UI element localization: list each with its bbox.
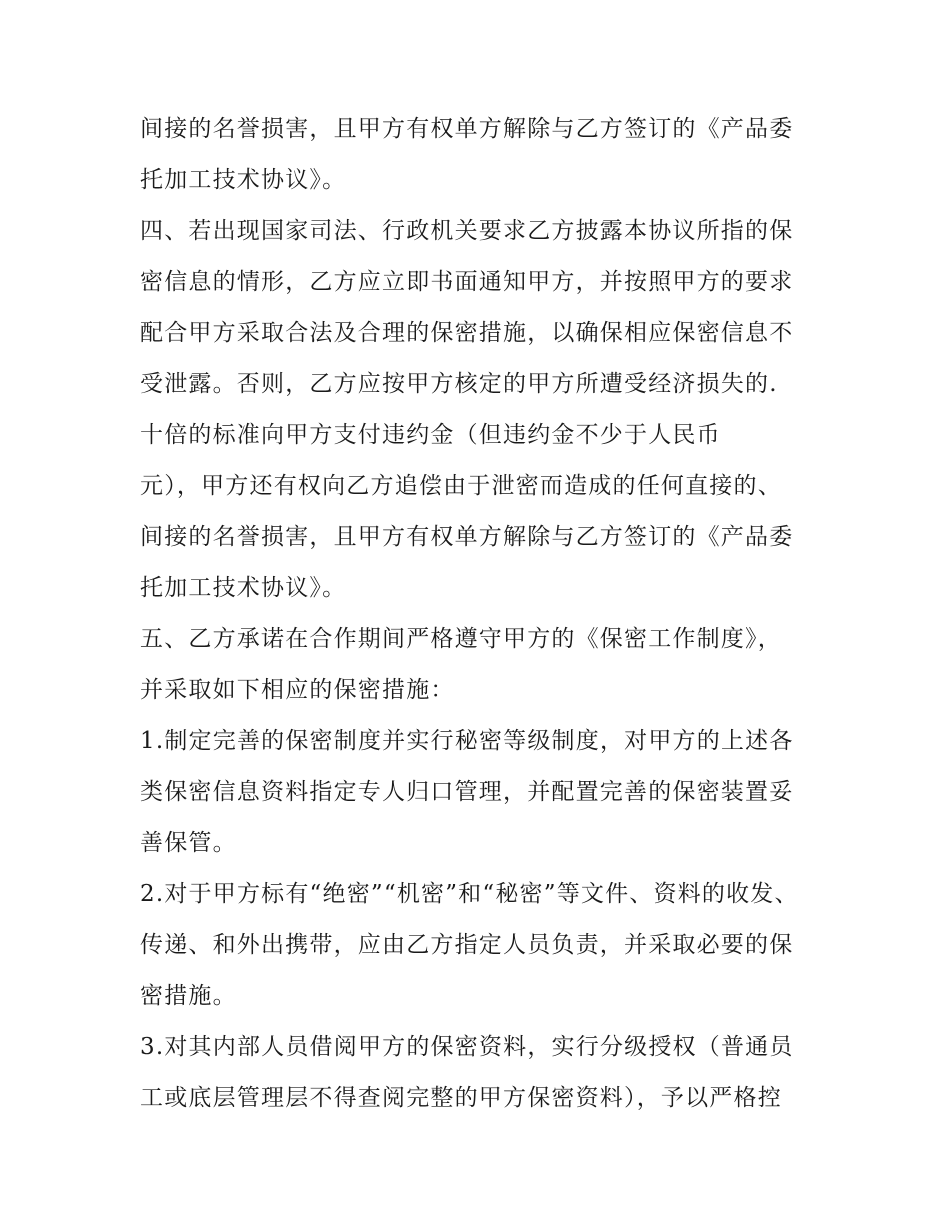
text-line: 十倍的标准向甲方支付违约金（但违约金不少于人民币: [140, 422, 721, 448]
text-line: 并采取如下相应的保密措施：: [140, 677, 455, 703]
text-line: 工或底层管理层不得查阅完整的甲方保密资料），予以严格控: [140, 1085, 782, 1111]
text-line: 3.对其内部人员借阅甲方的保密资料，实行分级授权（普通员: [140, 1034, 794, 1060]
text-line: 托加工技术协议》。: [140, 167, 347, 193]
text-line: 1.制定完善的保密制度并实行秘密等级制度，对甲方的上述各: [140, 728, 794, 754]
text-line: 受泄露。否则，乙方应按甲方核定的甲方所遭受经济损失的.: [140, 371, 778, 397]
text-line: 密措施。: [140, 983, 237, 1009]
text-line: 传递、和外出携带，应由乙方指定人员负责，并采取必要的保: [140, 932, 794, 958]
text-line: 四、若出现国家司法、行政机关要求乙方披露本协议所指的保: [140, 218, 794, 244]
text-line: 五、乙方承诺在合作期间严格遵守甲方的《保密工作制度》，: [140, 626, 782, 652]
text-line: 2.对于甲方标有“绝密”“机密”和“秘密”等文件、资料的收发、: [140, 881, 799, 907]
document-body: [140, 104, 830, 1124]
text-line: 间接的名誉损害，且甲方有权单方解除与乙方签订的《产品委: [140, 116, 794, 142]
text-line: 托加工技术协议》。: [140, 575, 347, 601]
text-line: 配合甲方采取合法及合理的保密措施，以确保相应保密信息不: [140, 320, 794, 346]
text-line: 善保管。: [140, 830, 237, 856]
text-line: 密信息的情形，乙方应立即书面通知甲方，并按照甲方的要求: [140, 269, 794, 295]
text-line: 元），甲方还有权向乙方追偿由于泄密而造成的任何直接的、: [140, 473, 782, 499]
text-line: 间接的名誉损害，且甲方有权单方解除与乙方签订的《产品委: [140, 524, 794, 550]
text-line: 类保密信息资料指定专人归口管理，并配置完善的保密装置妥: [140, 779, 794, 805]
